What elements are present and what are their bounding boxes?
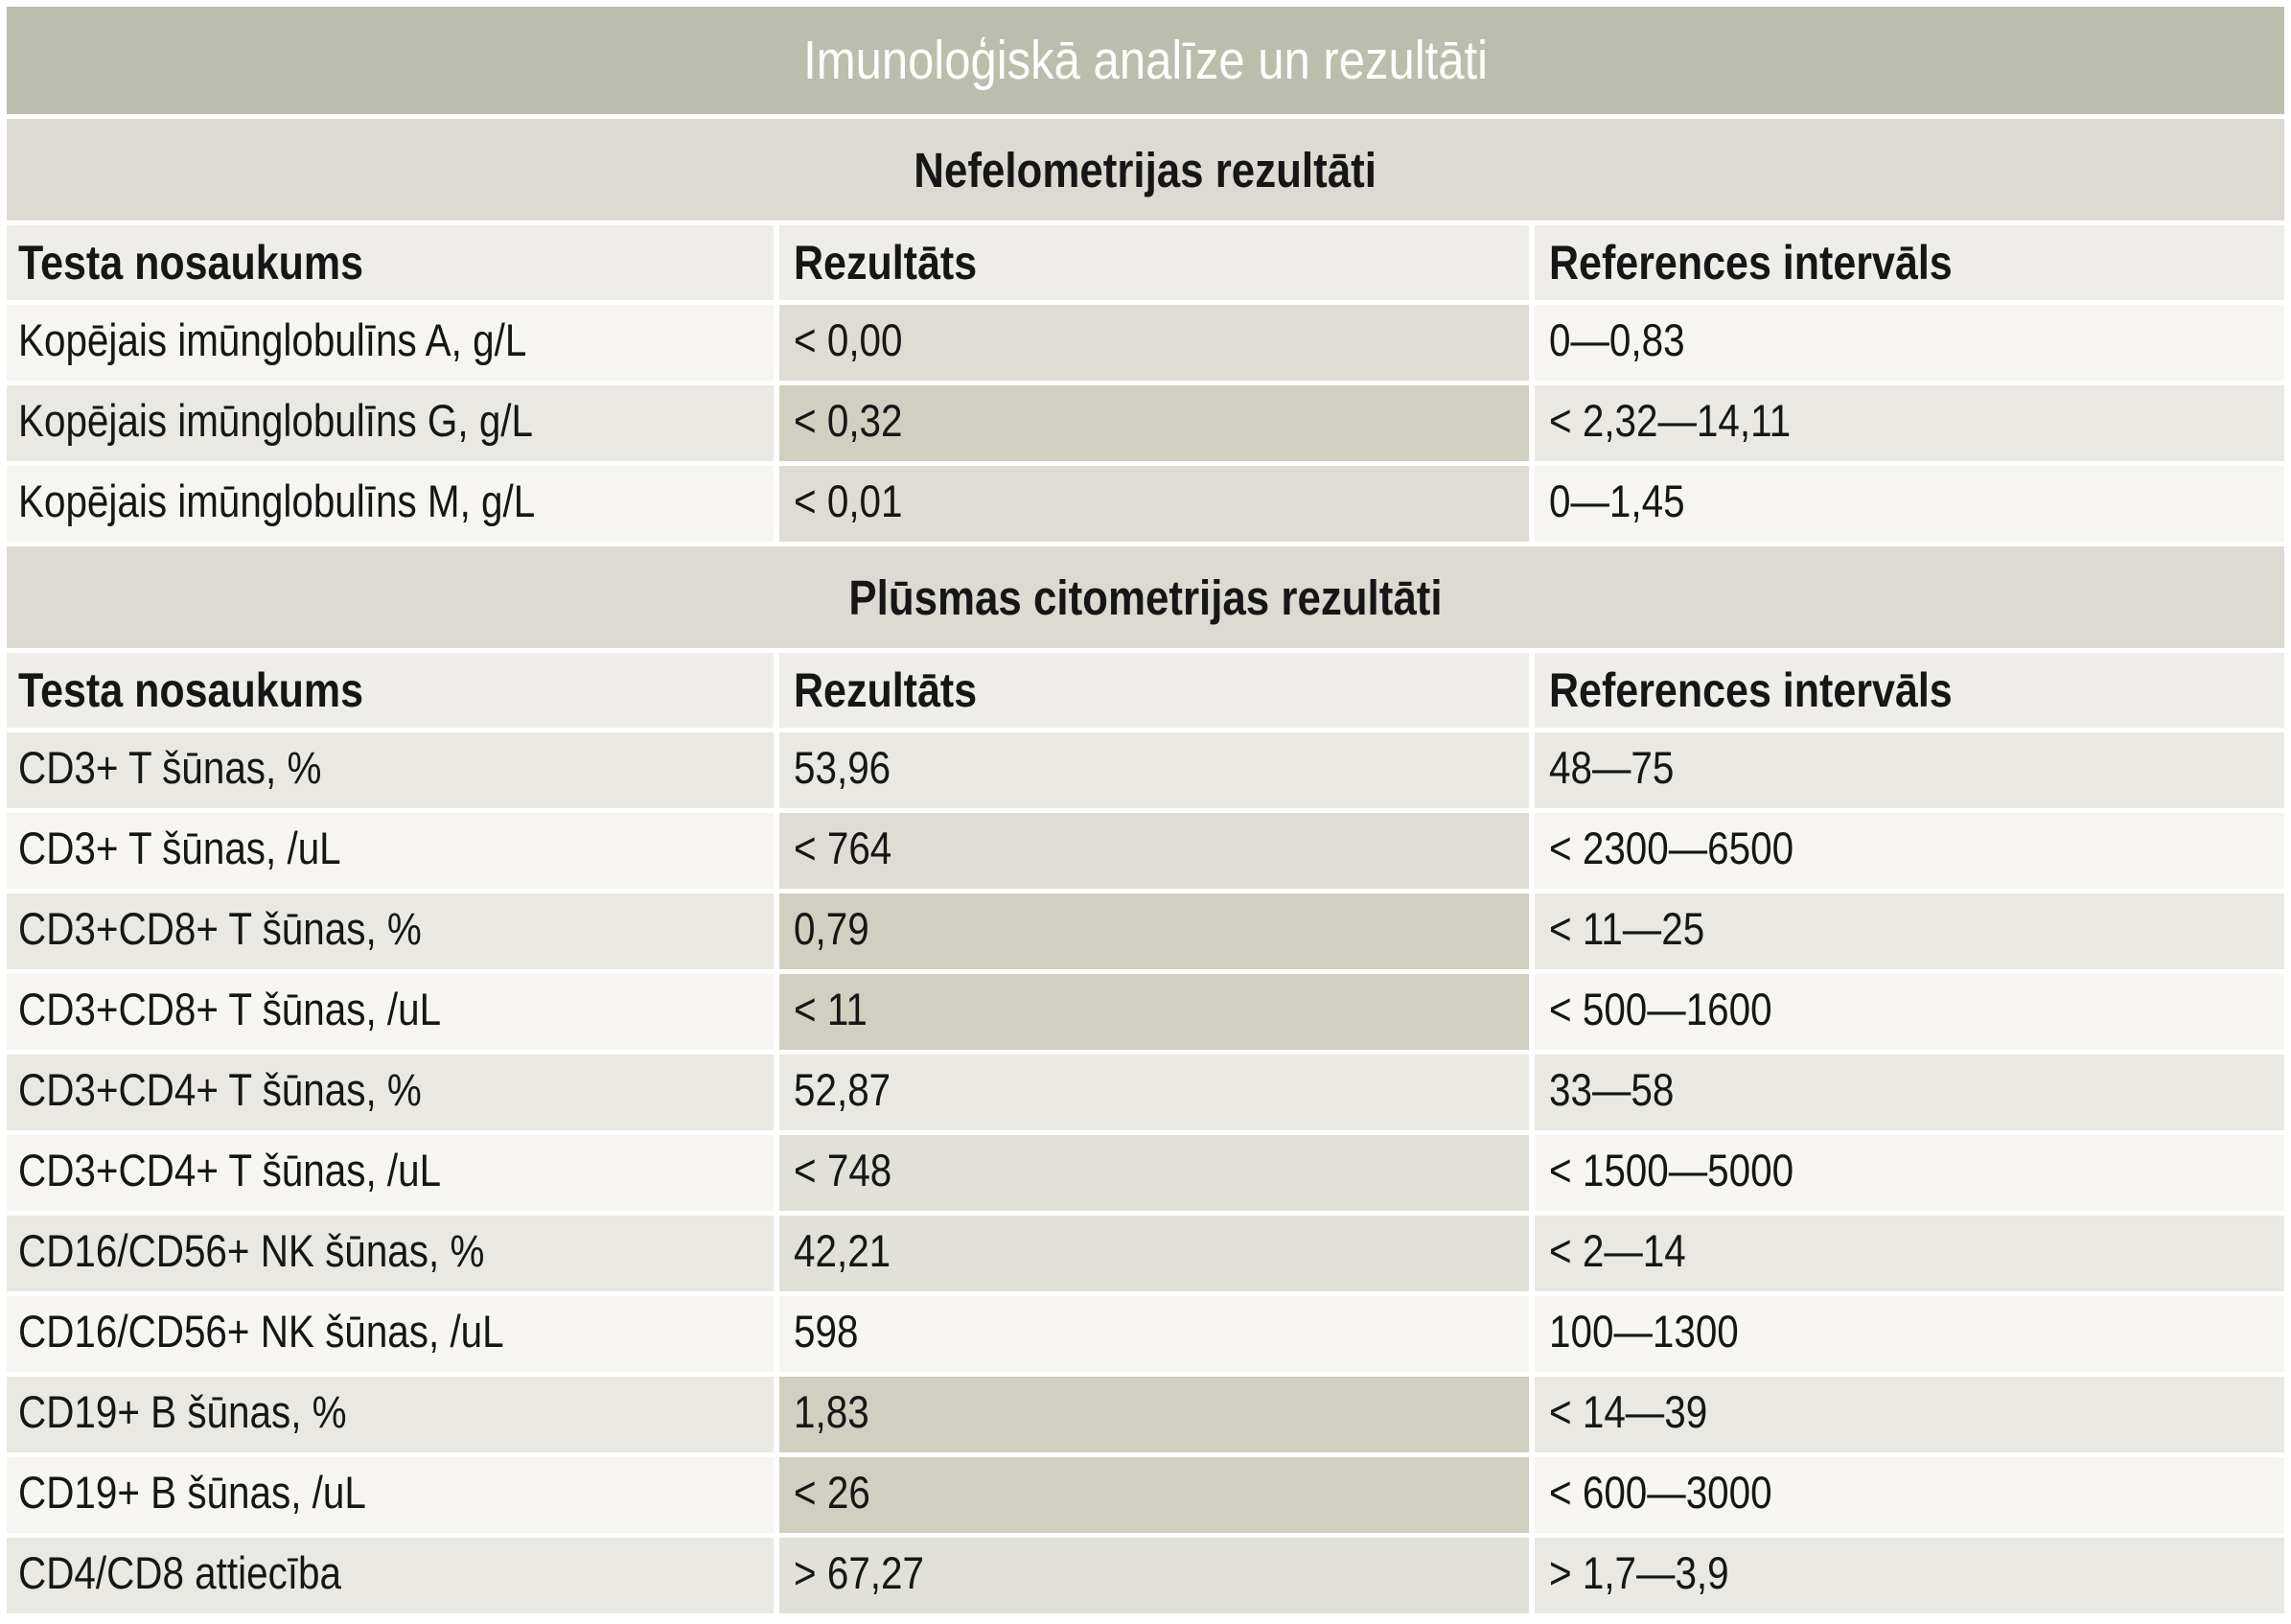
test-name-cell-label: CD4/CD8 attiecība [18,1547,341,1598]
test-name-cell [7,1457,774,1533]
test-name-cell-label: CD16/CD56+ NK šūnas, /uL [18,1306,504,1357]
column-header-result-label: Rezultāts [794,236,978,290]
test-name-cell [7,1216,774,1291]
result-cell-label: 42,21 [794,1225,891,1276]
result-cell-label: < 11 [794,984,868,1034]
result-cell [779,813,1529,889]
result-cell-label: 598 [794,1306,859,1357]
test-name-cell-label: CD3+CD8+ T šūnas, % [18,903,422,954]
result-cell-label: > 67,27 [794,1547,924,1598]
reference-cell-label: < 1500—5000 [1549,1145,1794,1195]
reference-cell [1535,466,2284,542]
test-name-cell-label: CD16/CD56+ NK šūnas, % [18,1225,485,1276]
column-header-reference-label: References intervāls [1549,236,1953,290]
test-name-cell-label: CD3+CD8+ T šūnas, /uL [18,984,442,1034]
reference-cell-label: < 2—14 [1549,1225,1686,1276]
reference-cell-label: < 2,32—14,11 [1549,395,1792,446]
column-header-reference [1535,225,2284,300]
reference-cell-label: < 2300—6500 [1549,823,1794,873]
test-name-cell-label: Kopējais imūnglobulīns A, g/L [18,314,527,365]
results-table [7,119,2284,1613]
reference-cell [1535,1055,2284,1130]
reference-cell-label: 33—58 [1549,1064,1675,1115]
result-cell [779,893,1529,969]
reference-cell [1535,1538,2284,1613]
test-name-cell [7,385,774,461]
column-header-test-label: Testa nosaukums [18,236,364,290]
column-header-reference [1535,653,2284,728]
reference-cell [1535,893,2284,969]
test-name-cell [7,893,774,969]
result-cell-label: 0,79 [794,903,869,954]
result-cell-label: < 0,01 [794,476,903,526]
test-name-cell-label: Kopējais imūnglobulīns M, g/L [18,476,536,526]
test-name-cell [7,466,774,542]
result-cell [779,1538,1529,1613]
reference-cell-label: 100—1300 [1549,1306,1739,1357]
result-cell-label: 52,87 [794,1064,891,1115]
column-header-result [779,225,1529,300]
column-header-test [7,225,774,300]
test-name-cell [7,732,774,808]
column-header-reference-label: References intervāls [1549,663,1953,717]
test-name-cell [7,305,774,381]
result-cell-label: < 748 [794,1145,892,1195]
result-cell [779,385,1529,461]
test-name-cell [7,1296,774,1372]
reference-cell [1535,385,2284,461]
reference-cell [1535,305,2284,381]
result-cell [779,1216,1529,1291]
reference-cell-label: > 1,7—3,9 [1549,1547,1729,1598]
reference-cell-label: < 500—1600 [1549,984,1772,1034]
test-name-cell [7,813,774,889]
column-header-result-label: Rezultāts [794,663,978,717]
table-title-bar [7,7,2284,114]
reference-cell [1535,1457,2284,1533]
test-name-cell-label: Kopējais imūnglobulīns G, g/L [18,395,534,446]
result-cell-label: < 26 [794,1467,870,1518]
result-cell [779,1457,1529,1533]
test-name-cell [7,1055,774,1130]
result-cell [779,1296,1529,1372]
column-header-test-label: Testa nosaukums [18,663,364,717]
reference-cell [1535,813,2284,889]
test-name-cell [7,1538,774,1613]
result-cell-label: < 0,32 [794,395,903,446]
reference-cell-label: 0—1,45 [1549,476,1685,526]
test-name-cell-label: CD3+ T šūnas, % [18,742,322,793]
result-cell [779,305,1529,381]
test-name-cell-label: CD3+CD4+ T šūnas, % [18,1064,422,1115]
section-header [7,546,2284,648]
reference-cell-label: 48—75 [1549,742,1675,793]
result-cell-label: 1,83 [794,1386,869,1437]
reference-cell-label: 0—0,83 [1549,314,1685,365]
test-name-cell-label: CD3+CD4+ T šūnas, /uL [18,1145,442,1195]
reference-cell-label: < 14—39 [1549,1386,1708,1437]
reference-cell [1535,1135,2284,1211]
result-cell [779,732,1529,808]
reference-cell [1535,1216,2284,1291]
result-cell-label: < 764 [794,823,892,873]
result-cell [779,1377,1529,1452]
test-name-cell [7,974,774,1050]
reference-cell [1535,1377,2284,1452]
test-name-cell [7,1135,774,1211]
result-cell-label: < 0,00 [794,314,903,365]
test-name-cell [7,1377,774,1452]
reference-cell-label: < 600—3000 [1549,1467,1772,1518]
reference-cell [1535,1296,2284,1372]
reference-cell [1535,974,2284,1050]
column-header-result [779,653,1529,728]
test-name-cell-label: CD19+ B šūnas, /uL [18,1467,366,1518]
section-header-label: Plūsmas citometrijas rezultāti [848,569,1443,625]
result-cell [779,466,1529,542]
section-header [7,119,2284,220]
result-cell [779,1135,1529,1211]
section-header-label: Nefelometrijas rezultāti [914,142,1377,197]
reference-cell-label: < 11—25 [1549,903,1705,954]
result-cell [779,974,1529,1050]
test-name-cell-label: CD19+ B šūnas, % [18,1386,347,1437]
result-cell-label: 53,96 [794,742,891,793]
result-cell [779,1055,1529,1130]
column-header-test [7,653,774,728]
reference-cell [1535,732,2284,808]
table-title: Imunoloģiskā analīze un rezultāti [803,30,1488,91]
test-name-cell-label: CD3+ T šūnas, /uL [18,823,341,873]
